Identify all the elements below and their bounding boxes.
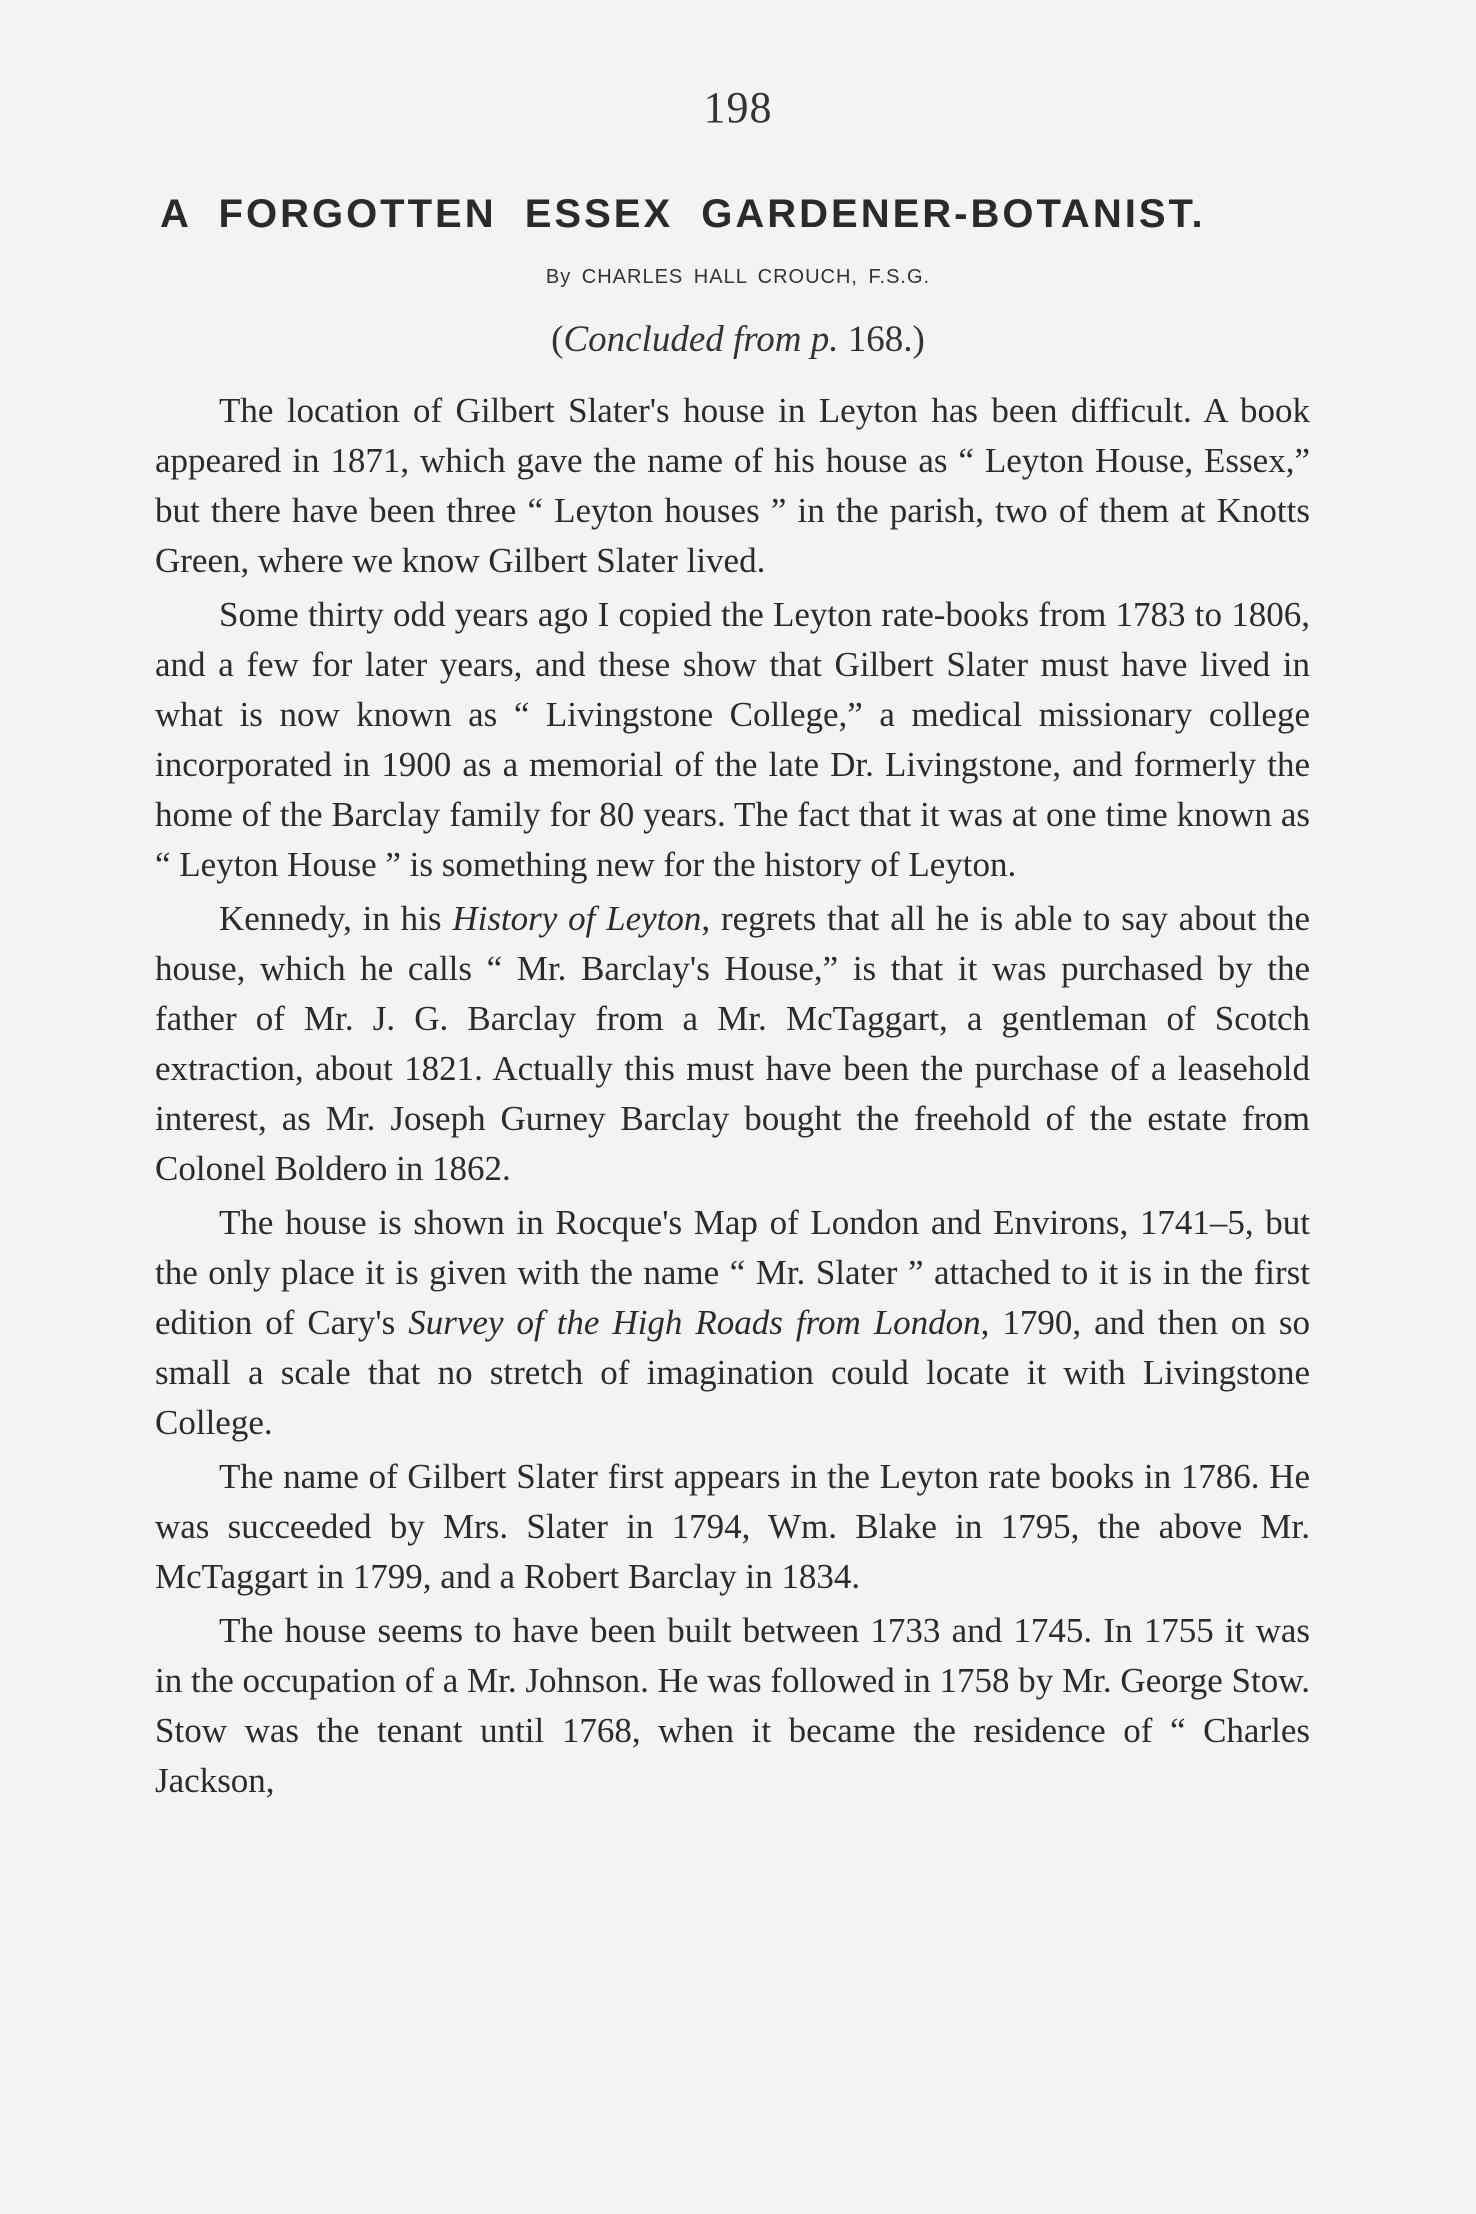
article-title: A FORGOTTEN ESSEX GARDENER-BOTANIST.: [160, 192, 1206, 236]
paragraph-4: [155, 1198, 1310, 1448]
continuation-open: (: [551, 319, 564, 360]
continuation-italic: Concluded from p.: [563, 319, 839, 360]
paragraph-3: [155, 894, 1310, 1194]
article-byline: By CHARLES HALL CROUCH, F.S.G.: [545, 266, 931, 288]
page-number: 198: [703, 83, 773, 132]
paragraph-text: The house seems to have been built between 1733 and 1745. In 1755 it was in the occupation of a Mr. Johnson. He was followed in 1758 by Mr. George Stow. Stow was the tenant until 1768, when it became the residence of “ Charles Jackson,: [155, 1611, 1310, 1800]
book-title-italic: Survey of the High Roads from London: [408, 1303, 981, 1342]
continuation-rest: 168.): [838, 319, 925, 360]
paragraph-2: [155, 590, 1310, 890]
paragraph-text: Some thirty odd years ago I copied the Leyton rate-books from 1783 to 1806, and a few for later years, and these show that Gilbert Slater must have lived in what is now known as “ Livingstone College,” a medical missionary college incorporated in 1900 as a memorial of the late Dr. Livingstone, and formerly the home of the Barclay family for 80 years. The fact that it was at one time known as “ Leyton House ” is something new for the history of Leyton.: [155, 595, 1310, 884]
paragraph-text: The name of Gilbert Slater first appears in the Leyton rate books in 1786. He was succeeded by Mrs. Slater in 1794, Wm. Blake in 1795, the above Mr. McTaggart in 1799, and a Robert Barclay in 1834.: [155, 1457, 1310, 1596]
paragraph-6: [155, 1606, 1310, 1806]
paragraph-text: The location of Gilbert Slater's house in Leyton has been difficult. A book appeared in 1871, which gave the name of his house as “ Leyton House, Essex,” but there have been three “ Leyton houses ” in the parish, two of them at Knotts Green, where we know Gilbert Slater lived.: [155, 391, 1310, 580]
article-body: [155, 386, 1310, 1810]
paragraph-text: , regrets that all he is able to say about the house, which he calls “ Mr. Barclay's House,” is that it was purchased by the father of Mr. J. G. Barclay from a Mr. McTaggart, a gentleman of Scotch extraction, about 1821. Actually this must have been the purchase of a leasehold interest, as Mr. Joseph Gurney Barclay bought the freehold of the estate from Colonel Boldero in 1862.: [155, 899, 1310, 1188]
paragraph-text: The house is shown in Rocque's Map of London and Environs, 1741–5, but the only place it is given with the name “ Mr. Slater ” attached to it is in the first edition of Cary's: [155, 1203, 1310, 1342]
paragraph-5: [155, 1452, 1310, 1602]
paragraph-1: [155, 386, 1310, 586]
paragraph-text: , 1790, and then on so small a scale that no stretch of imagination could locate it with Livingstone College.: [155, 1303, 1310, 1442]
continuation-note: [0, 318, 1476, 361]
book-title-italic: History of Leyton: [452, 899, 702, 938]
paragraph-text: Kennedy, in his: [219, 899, 453, 938]
